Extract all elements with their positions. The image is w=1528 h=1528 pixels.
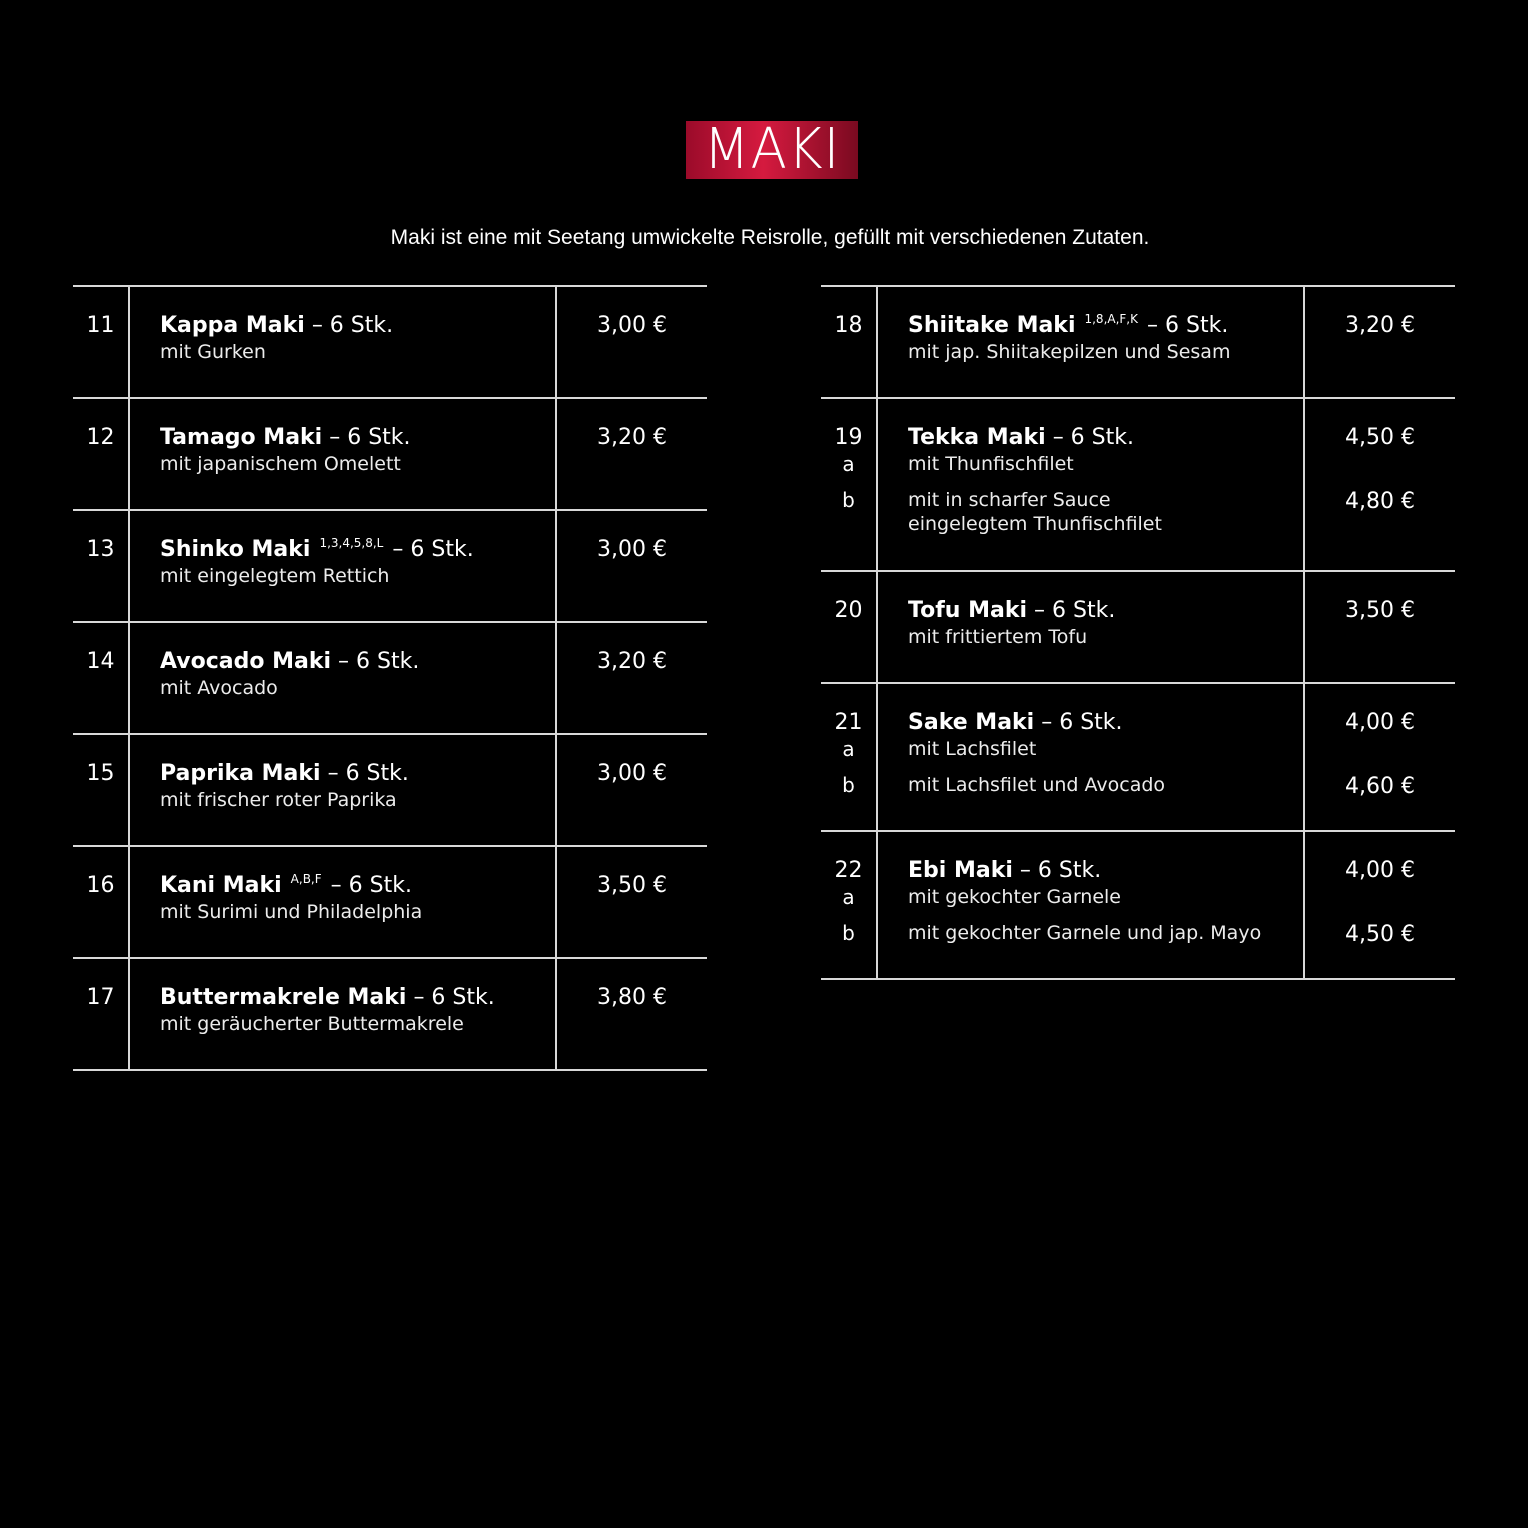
item-name: Kappa Maki [160,313,305,338]
variant-letter: a [842,885,855,909]
item-number: 22 [834,858,863,883]
item-number: 12 [73,399,130,509]
menu-item [821,287,1455,399]
variant-letter: a [842,452,855,476]
page-title-badge [686,117,858,182]
item-number: 21 [834,710,863,735]
item-quantity: – 6 Stk. [1034,598,1116,623]
item-price: 3,00 € [597,761,667,786]
item-description: mit gekochter Garnele [908,886,1121,908]
item-number: 14 [73,623,130,733]
item-price: 3,50 € [597,873,667,898]
item-quantity: – 6 Stk. [338,649,420,674]
item-description: mit Lachsfilet [908,738,1037,760]
item-description: mit geräucherter Buttermakrele [160,1013,464,1035]
item-number: 15 [73,735,130,845]
item-description: eingelegtem Thunfischfilet [908,513,1162,535]
item-description: mit japanischem Omelett [160,453,401,475]
item-price: 3,80 € [597,985,667,1010]
menu-item [821,399,1455,572]
item-name: Tofu Maki [908,598,1028,623]
item-quantity: – 6 Stk. [413,985,495,1010]
item-price: 4,50 € [1345,425,1415,450]
item-name: Tekka Maki [908,425,1046,450]
item-number: 19 [834,425,863,450]
item-price: 4,60 € [1345,774,1415,799]
item-description: mit Lachsfilet und Avocado [908,774,1166,796]
item-name: Paprika Maki [160,761,321,786]
item-name: Shiitake Maki [908,313,1076,338]
page-title: MAKI [703,117,841,182]
item-price: 3,20 € [1345,313,1415,338]
item-price: 4,80 € [1345,489,1415,514]
item-quantity: – 6 Stk. [327,761,409,786]
menu-item [73,959,707,1071]
variant-letter: b [842,488,855,512]
item-quantity: – 6 Stk. [392,537,474,562]
item-price: 4,00 € [1345,858,1415,883]
item-number: 11 [73,287,130,397]
item-price: 4,50 € [1345,922,1415,947]
item-quantity: – 6 Stk. [330,873,412,898]
item-name: Shinko Maki [160,537,311,562]
item-description: mit eingelegtem Rettich [160,565,390,587]
item-name: Kani Maki [160,873,282,898]
item-number: 18 [821,287,878,397]
variant-letter: a [842,737,855,761]
variant-letter: b [842,773,855,797]
item-name: Tamago Maki [160,425,323,450]
variant-letter: b [842,921,855,945]
item-description: mit frischer roter Paprika [160,789,397,811]
item-price: 4,00 € [1345,710,1415,735]
menu-item [821,684,1455,832]
menu-table-right [821,285,1455,980]
item-number: 13 [73,511,130,621]
item-name: Buttermakrele Maki [160,985,407,1010]
item-quantity: – 6 Stk. [311,313,394,338]
item-description: mit Gurken [160,341,266,363]
menu-item [73,623,707,735]
item-description: mit Thunfischfilet [908,453,1074,475]
item-price: 3,00 € [597,537,667,562]
item-quantity: – 6 Stk. [1041,710,1123,735]
allergen-codes: 1,8,A,F,K [1084,312,1138,326]
item-quantity: – 6 Stk. [1019,858,1102,883]
menu-table-left [73,285,707,1071]
item-name: Sake Maki [908,710,1035,735]
item-name: Avocado Maki [160,649,332,674]
menu-item [821,832,1455,980]
allergen-codes: 1,3,4,5,8,L [319,536,384,550]
item-description: mit Avocado [160,677,278,699]
allergen-codes: A,B,F [290,872,322,886]
item-number: 17 [73,959,130,1069]
item-price: 3,20 € [597,425,667,450]
page-subtitle: Maki ist eine mit Seetang umwickelte Reisrolle, gefüllt mit verschiedenen Zutaten. [390,226,1150,249]
menu-item [73,511,707,623]
item-price: 3,20 € [597,649,667,674]
item-price: 3,00 € [597,313,667,338]
menu-item [73,847,707,959]
item-description: mit Surimi und Philadelphia [160,901,423,923]
item-name: Ebi Maki [908,858,1013,883]
item-description: mit frittiertem Tofu [908,626,1088,648]
item-number: 20 [821,572,878,682]
menu-item [821,572,1455,684]
item-number: 16 [73,847,130,957]
item-quantity: – 6 Stk. [1052,425,1134,450]
item-price: 3,50 € [1345,598,1415,623]
menu-item [73,287,707,399]
item-description: mit in scharfer Sauce [908,489,1111,511]
item-quantity: – 6 Stk. [1147,313,1229,338]
menu-item [73,399,707,511]
item-description: mit jap. Shiitakepilzen und Sesam [908,341,1231,363]
menu-item [73,735,707,847]
item-description: mit gekochter Garnele und jap. Mayo [908,922,1262,944]
item-quantity: – 6 Stk. [329,425,411,450]
